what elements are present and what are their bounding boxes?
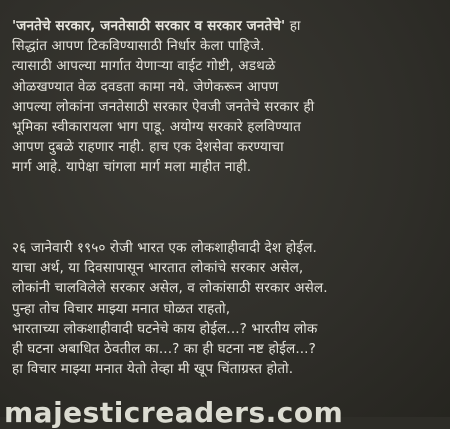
paragraph-1-line: भूमिका स्वीकारायला भाग पाडू. अयोग्य सरकारे हलविण्यात xyxy=(12,119,301,136)
paragraph-1-line: त्यासाठी आपल्या मार्गात येणाऱ्या वाईट गोष्टी, अडथळे xyxy=(12,58,276,75)
paragraph-1-line: ओळखण्यात वेळ दवडता कामा नये. जेणेकरून आपण xyxy=(12,78,279,95)
paragraph-2-line: पुन्हा तोच विचार माझ्या मनात घोळत राहतो, xyxy=(12,300,231,317)
paragraph-2-line: ही घटना अबाधित ठेवतील का...? का ही घटना नष्ट होईल...? xyxy=(12,341,316,358)
watermark: majesticreaders.com xyxy=(4,396,344,429)
line-1-rest: हा xyxy=(285,18,301,34)
paragraph-2-line: २६ जानेवारी १९५० रोजी भारत एक लोकशाहीवादी देश होईल. xyxy=(12,240,317,256)
paragraph-2-line: भारताच्या लोकशाहीवादी घटनेचे काय होईल...? भारतीय लोक xyxy=(12,320,318,337)
paragraph-1-line: आपण दुबळे राहणार नाही. हाच एक देशसेवा करण्याचा xyxy=(12,139,284,156)
paragraph-2-line: हा विचार माझ्या मनात येतो तेव्हा मी खूप चिंताग्रस्त होतो. xyxy=(12,361,294,378)
paragraph-1-line-1 xyxy=(12,16,442,36)
paragraph-1-line: मार्ग आहे. यापेक्षा चांगला मार्ग मला माहीत नाही. xyxy=(12,159,252,176)
paragraph-1 xyxy=(12,16,442,178)
paragraph-1-line: सिद्धांत आपण टिकविण्यासाठी निर्धार केला पाहिजे. xyxy=(12,38,265,55)
title-quote: 'जनतेचे सरकार, जनतेसाठी सरकार व सरकार जनतेचे' xyxy=(12,18,286,34)
paragraph-2 xyxy=(12,238,442,379)
paragraph-1-line: आपल्या लोकांना जनतेसाठी सरकार ऐवजी जनतेचे सरकार ही xyxy=(12,98,315,115)
paragraph-2-line: लोकांनी चालविलेले सरकार असेल, व लोकांसाठी सरकार असेल. xyxy=(12,280,328,297)
paragraph-2-line: याचा अर्थ, या दिवसापासून भारतात लोकांचे सरकार असेल, xyxy=(12,260,304,277)
